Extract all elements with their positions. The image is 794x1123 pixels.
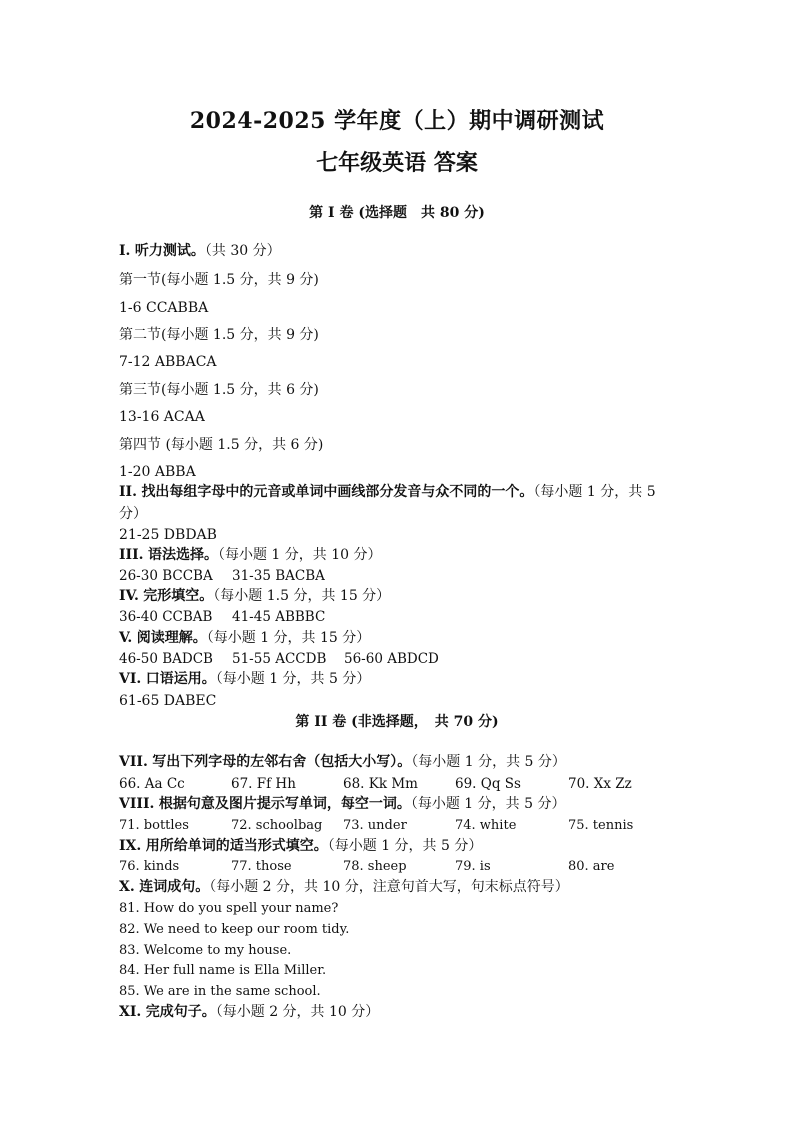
section-number: II. xyxy=(119,484,137,500)
section-title: 语法选择。 xyxy=(147,547,218,563)
section-11-heading xyxy=(119,1002,379,1022)
section-title: 写出下列字母的左邻右舍（包括大小写）。 xyxy=(152,754,412,770)
section-title: 用所给单词的适当形式填空。 xyxy=(145,838,328,854)
section-5-heading xyxy=(119,628,370,648)
subsection-2-heading: 第二节(每小题 1.5 分，共 9 分) xyxy=(119,327,319,343)
answer-item: 79. is xyxy=(455,859,491,874)
answer-item: 66. Aa Cc xyxy=(119,776,185,792)
section-title: 根据句意及图片提示写单词，每空一词。 xyxy=(158,796,411,812)
section-note: （每小题 1.5 分，共 15 分） xyxy=(213,588,391,604)
section-note: （每小题 1 分，共 15 分） xyxy=(206,630,371,646)
answer-item: 68. Kk Mm xyxy=(343,776,418,792)
subsection-2-answers: 7-12 ABBACA xyxy=(119,354,217,370)
section-note: （每小题 1 分，共 10 分） xyxy=(217,547,382,563)
sentence-answer: 84. Her full name is Ella Miller. xyxy=(119,963,327,978)
section-number: V. xyxy=(119,630,133,646)
answer-group: 26-30 BCCBA xyxy=(119,568,213,584)
section-title: 连词成句。 xyxy=(139,879,210,895)
section-title: 完成句子。 xyxy=(145,1004,216,1020)
section-note: （每小题 1 分，共 5 分） xyxy=(119,484,656,522)
answer-item: 73. under xyxy=(343,818,407,833)
answer-item: 74. white xyxy=(455,818,517,833)
section-7-heading xyxy=(119,752,566,772)
answer-group: 41-45 ABBBC xyxy=(232,609,326,625)
answer-item: 77. those xyxy=(231,859,292,874)
section-2-answers: 21-25 DBDAB xyxy=(119,527,217,543)
section-number: I. xyxy=(119,243,131,259)
section-note: （每小题 1 分，共 5 分） xyxy=(410,796,566,812)
section-number: VI. xyxy=(119,671,142,687)
section-note: （每小题 1 分，共 5 分） xyxy=(215,671,371,687)
subsection-4-answers: 1-20 ABBA xyxy=(119,464,196,480)
answer-item: 72. schoolbag xyxy=(231,818,323,833)
subsection-1-answers: 1-6 CCABBA xyxy=(119,300,209,316)
answer-item: 70. Xx Zz xyxy=(568,776,632,792)
answer-item: 80. are xyxy=(568,859,615,874)
answer-group: 31-35 BACBA xyxy=(232,568,325,584)
section-number: IX. xyxy=(119,838,142,854)
subsection-3-heading: 第三节(每小题 1.5 分，共 6 分) xyxy=(119,382,319,398)
answer-item: 78. sheep xyxy=(343,859,407,874)
sentence-answer: 81. How do you spell your name? xyxy=(119,901,339,916)
answer-group: 56-60 ABDCD xyxy=(344,651,439,667)
document-subtitle: 七年级英语 答案 xyxy=(316,150,478,176)
answer-item: 69. Qq Ss xyxy=(455,776,521,792)
section-2-heading xyxy=(119,481,677,525)
section-number: X. xyxy=(119,879,135,895)
answer-item: 76. kinds xyxy=(119,859,180,874)
section-note: （每小题 2 分，共 10 分，注意句首大写，句末标点符号） xyxy=(209,879,569,895)
section-1-heading xyxy=(119,241,281,261)
section-title: 阅读理解。 xyxy=(136,630,207,646)
subsection-4-heading: 第四节 (每小题 1.5 分，共 6 分) xyxy=(119,437,324,453)
part-2-title: 第 II 卷 (非选择题， 共 70 分) xyxy=(295,714,499,730)
answer-item: 75. tennis xyxy=(568,818,634,833)
section-title: 完形填空。 xyxy=(143,588,214,604)
section-title: 找出每组字母中的元音或单词中画线部分发音与众不同的一个。 xyxy=(141,484,534,500)
section-title: 口语运用。 xyxy=(145,671,216,687)
section-6-heading xyxy=(119,669,370,689)
section-note: （共 30 分） xyxy=(204,243,281,259)
sentence-answer: 85. We are in the same school. xyxy=(119,984,321,999)
section-note: （每小题 1 分，共 5 分） xyxy=(411,754,566,770)
answer-group: 36-40 CCBAB xyxy=(119,609,213,625)
answer-group: 46-50 BADCB xyxy=(119,651,213,667)
section-9-heading xyxy=(119,836,482,856)
section-note: （每小题 2 分，共 10 分） xyxy=(215,1004,380,1020)
section-title: 听力测试。 xyxy=(134,243,205,259)
section-4-heading xyxy=(119,586,390,606)
subsection-1-heading: 第一节(每小题 1.5 分，共 9 分) xyxy=(119,272,319,288)
document-title: 2024-2025 学年度（上）期中调研测试 xyxy=(189,108,605,134)
section-note: （每小题 1 分，共 5 分） xyxy=(327,838,483,854)
section-10-heading xyxy=(119,877,569,897)
subsection-3-answers: 13-16 ACAA xyxy=(119,409,205,425)
sentence-answer: 83. Welcome to my house. xyxy=(119,943,292,958)
section-number: III. xyxy=(119,547,144,563)
section-number: VII. xyxy=(119,754,148,770)
section-6-answers: 61-65 DABEC xyxy=(119,693,217,709)
section-number: VIII. xyxy=(119,796,155,812)
answer-item: 71. bottles xyxy=(119,818,189,833)
answer-item: 67. Ff Hh xyxy=(231,776,296,792)
section-number: XI. xyxy=(119,1004,142,1020)
sentence-answer: 82. We need to keep our room tidy. xyxy=(119,922,350,937)
answer-group: 51-55 ACCDB xyxy=(232,651,327,667)
section-8-heading xyxy=(119,794,565,814)
section-number: IV. xyxy=(119,588,139,604)
section-3-heading xyxy=(119,545,382,565)
part-1-title: 第 I 卷 (选择题 共 80 分) xyxy=(309,205,485,221)
